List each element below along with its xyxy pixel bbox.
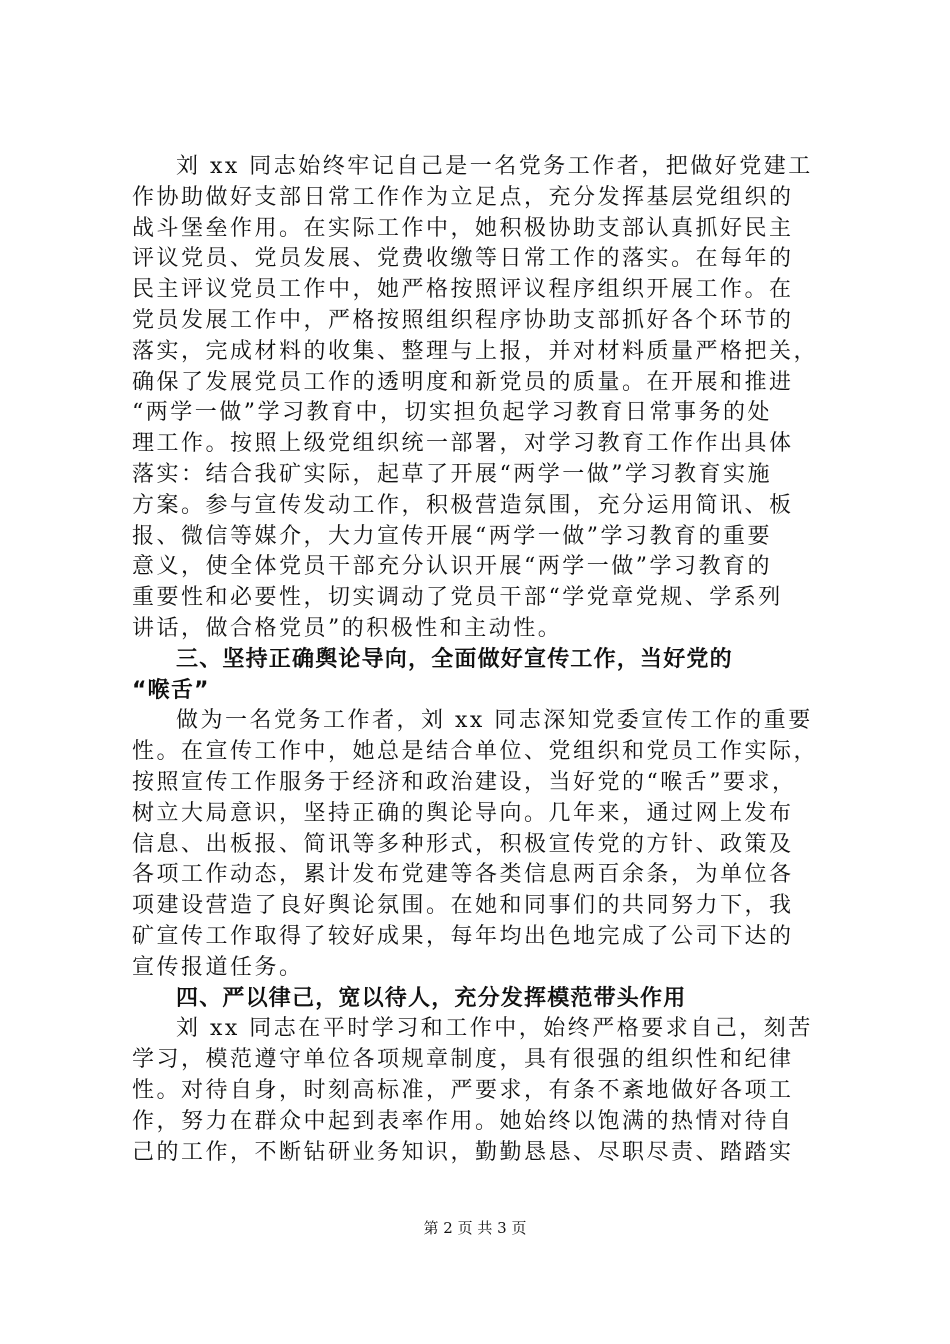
paragraph-line: 作协助做好支部日常工作作为立足点，充分发挥基层党组织的 [132, 184, 794, 210]
paragraph-line: 讲话，做合格党员”的积极性和主动性。 [132, 615, 563, 641]
paragraph-line: 落实，完成材料的收集、整理与上报，并对材料质量严格把关， [132, 338, 819, 364]
page-number-footer: 第 2 页 共 3 页 [423, 1219, 527, 1237]
paragraph-line: 性。对待自身，时刻高标准，严要求，有条不紊地做好各项工 [132, 1077, 794, 1103]
section-heading: “喉舌” [132, 677, 210, 703]
paragraph-line: 方案。参与宣传发动工作，积极营造氛围，充分运用简讯、板 [132, 492, 794, 518]
paragraph-line: 树立大局意识，坚持正确的舆论导向。几年来，通过网上发布 [132, 800, 794, 826]
paragraph-line: 确保了发展党员工作的透明度和新党员的质量。在开展和推进 [132, 369, 794, 395]
paragraph-line: 做为一名党务工作者，刘 xx 同志深知党委宣传工作的重要 [176, 708, 813, 734]
section-heading: 三、坚持正确舆论导向，全面做好宣传工作，当好党的 [176, 646, 733, 672]
paragraph-line: 理工作。按照上级党组织统一部署，对学习教育工作作出具体 [132, 431, 794, 457]
paragraph-line: 作，努力在群众中起到表率作用。她始终以饱满的热情对待自 [132, 1108, 794, 1134]
paragraph-line: 党员发展工作中，严格按照组织程序协助支部抓好各个环节的 [132, 307, 794, 333]
paragraph-line: 按照宣传工作服务于经济和政治建设，当好党的“喉舌”要求， [132, 769, 797, 795]
paragraph-line: 评议党员、党员发展、党费收缴等日常工作的落实。在每年的 [132, 246, 794, 272]
paragraph-line: 宣传报道任务。 [132, 954, 304, 980]
paragraph-line: 学习，模范遵守单位各项规章制度，具有很强的组织性和纪律 [132, 1047, 794, 1073]
paragraph-line: 信息、出板报、简讯等多种形式，积极宣传党的方针、政策及 [132, 831, 794, 857]
paragraph-line: 落实：结合我矿实际，起草了开展“两学一做”学习教育实施 [132, 461, 772, 487]
document-body [132, 152, 832, 1168]
paragraph-line: 项建设营造了良好舆论氛围。在她和同事们的共同努力下，我 [132, 893, 794, 919]
paragraph-line: 性。在宣传工作中，她总是结合单位、党组织和党员工作实际， [132, 739, 819, 765]
paragraph-line: 战斗堡垒作用。在实际工作中，她积极协助支部认真抓好民主 [132, 215, 794, 241]
paragraph-line: 刘 xx 同志在平时学习和工作中，始终严格要求自己，刻苦 [176, 1016, 813, 1042]
paragraph-line: 矿宣传工作取得了较好成果，每年均出色地完成了公司下达的 [132, 923, 794, 949]
paragraph-line: 民主评议党员工作中，她严格按照评议程序组织开展工作。在 [132, 277, 794, 303]
paragraph-line: 重要性和必要性，切实调动了党员干部“学党章党规、学系列 [132, 585, 783, 611]
paragraph-line: “两学一做”学习教育中，切实担负起学习教育日常事务的处 [132, 400, 772, 426]
section-heading: 四、严以律己，宽以待人，充分发挥模范带头作用 [176, 985, 687, 1011]
paragraph-line: 各项工作动态，累计发布党建等各类信息两百余条，为单位各 [132, 862, 794, 888]
paragraph-line: 报、微信等媒介，大力宣传开展“两学一做”学习教育的重要 [132, 523, 772, 549]
paragraph-line: 意义，使全体党员干部充分认识开展“两学一做”学习教育的 [132, 554, 772, 580]
paragraph-line: 刘 xx 同志始终牢记自己是一名党务工作者，把做好党建工 [176, 154, 813, 179]
paragraph-line: 己的工作，不断钻研业务知识，勤勤恳恳、尽职尽责、踏踏实 [132, 1139, 794, 1165]
